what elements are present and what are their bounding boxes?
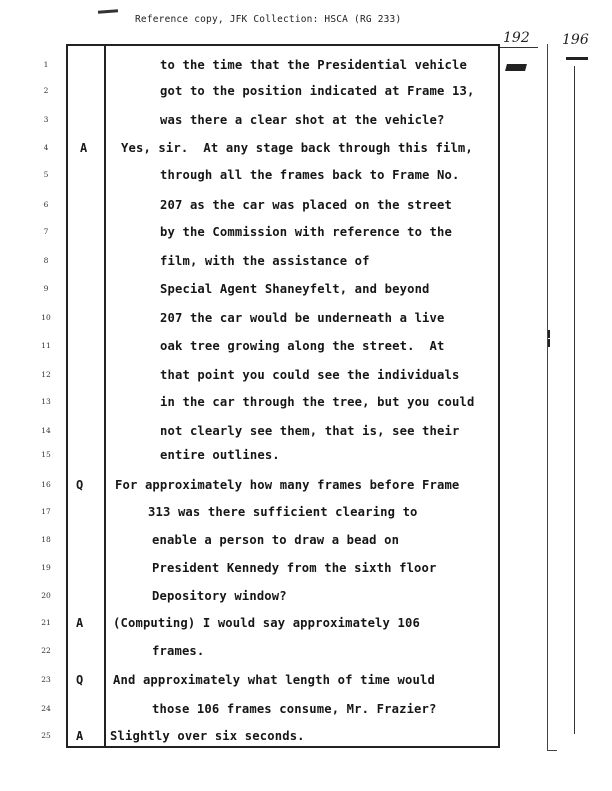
line-number: 24 (41, 704, 51, 713)
line-text: Depository window? (152, 589, 287, 603)
line-number: 19 (41, 563, 51, 572)
transcript-line (0, 198, 612, 226)
transcript-line (0, 254, 612, 282)
line-number: 10 (41, 313, 51, 322)
line-number: 22 (41, 646, 51, 655)
transcript-line (0, 225, 612, 253)
line-number: 6 (43, 200, 49, 209)
line-number: 23 (41, 675, 51, 684)
line-text: Slightly over six seconds. (110, 729, 305, 743)
transcript-line (0, 58, 612, 86)
line-text: (Computing) I would say approximately 106 (113, 616, 420, 630)
transcript-line (0, 113, 612, 141)
transcript-line (0, 311, 612, 339)
line-text: President Kennedy from the sixth floor (152, 561, 437, 575)
speaker-marker: A (80, 141, 88, 155)
line-text: And approximately what length of time would (113, 673, 435, 687)
line-number: 3 (43, 115, 49, 124)
transcript-line (0, 478, 612, 506)
line-text: For approximately how many frames before Frame (115, 478, 460, 492)
line-number: 14 (41, 426, 51, 435)
line-text: was there a clear shot at the vehicle? (160, 113, 445, 127)
line-number: 18 (41, 535, 51, 544)
line-number: 20 (41, 591, 51, 600)
line-text: 313 was there sufficient clearing to (148, 505, 418, 519)
speaker-marker: A (76, 729, 84, 743)
line-number: 21 (41, 618, 51, 627)
line-number: 9 (43, 284, 49, 293)
line-text: got to the position indicated at Frame 13, (160, 84, 475, 98)
handwritten-page-number-alt: 196 (562, 32, 589, 48)
line-number: 2 (43, 86, 49, 95)
line-text: Yes, sir. At any stage back through this film, (121, 141, 473, 155)
line-number: 12 (41, 370, 51, 379)
line-text: 207 as the car was placed on the street (160, 198, 453, 212)
transcript-line (0, 448, 612, 476)
speaker-marker: Q (76, 673, 84, 687)
line-text: Special Agent Shaneyfelt, and beyond (160, 282, 430, 296)
line-number: 7 (43, 227, 49, 236)
line-text: frames. (152, 644, 205, 658)
line-text: not clearly see them, that is, see their (160, 424, 460, 438)
transcript-line (0, 84, 612, 112)
line-number: 1 (43, 60, 49, 69)
transcript-line (0, 141, 612, 169)
handwritten-underline (500, 47, 538, 48)
transcript-line (0, 616, 612, 644)
line-text: film, with the assistance of (160, 254, 370, 268)
transcript-line (0, 561, 612, 589)
line-text: by the Commission with reference to the (160, 225, 453, 239)
transcript-line (0, 505, 612, 533)
speaker-marker: Q (76, 478, 84, 492)
transcript-line (0, 339, 612, 367)
line-text: 207 the car would be underneath a live (160, 311, 445, 325)
line-number: 5 (43, 170, 49, 179)
transcript-line (0, 368, 612, 396)
page-header: Reference copy, JFK Collection: HSCA (RG 233) (135, 14, 402, 25)
transcript-line (0, 589, 612, 617)
line-number: 25 (41, 731, 51, 740)
transcript-line (0, 673, 612, 701)
line-text: that point you could see the individuals (160, 368, 460, 382)
transcript-line (0, 644, 612, 672)
transcript-line (0, 533, 612, 561)
line-number: 4 (43, 143, 49, 152)
transcript-line (0, 395, 612, 423)
line-text: oak tree growing along the street. At (160, 339, 445, 353)
line-text: those 106 frames consume, Mr. Frazier? (152, 702, 437, 716)
line-number: 13 (41, 397, 51, 406)
line-number: 8 (43, 256, 49, 265)
speaker-marker: A (76, 616, 84, 630)
line-text: through all the frames back to Frame No. (160, 168, 460, 182)
line-number: 11 (41, 341, 51, 350)
line-number: 15 (41, 450, 51, 459)
handwritten-page-number: 192 (503, 30, 530, 46)
transcript-line (0, 168, 612, 196)
line-number: 16 (41, 480, 51, 489)
line-text: in the car through the tree, but you could (160, 395, 475, 409)
line-text: entire outlines. (160, 448, 280, 462)
transcript-line (0, 729, 612, 757)
transcript-line (0, 702, 612, 730)
line-text: to the time that the Presidential vehicle (160, 58, 467, 72)
line-text: enable a person to draw a bead on (152, 533, 400, 547)
transcript-line (0, 282, 612, 310)
line-number: 17 (41, 507, 51, 516)
header-scribble (98, 9, 118, 13)
